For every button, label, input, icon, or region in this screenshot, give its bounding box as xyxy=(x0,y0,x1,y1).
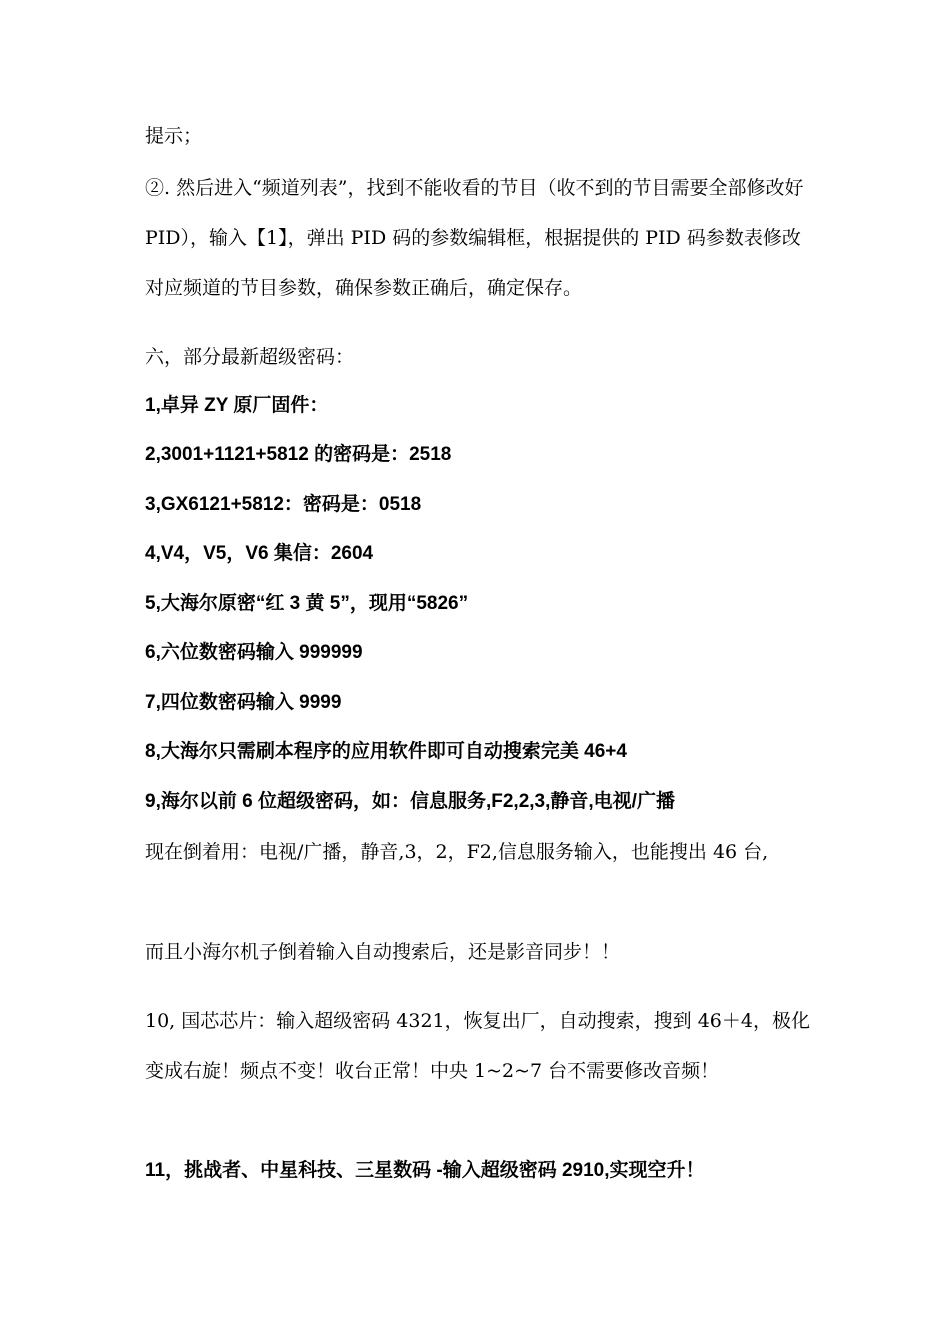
step-2-paragraph: ②. 然后进入“频道列表”，找到不能收看的节目（收不到的节目需要全部修改好 PID），输入【1】，弹出 PID 码的参数编辑框，根据提供的 PID 码参数表修改对应频道的节目参数，确保参数正确后，确定保存。 xyxy=(145,177,804,299)
list-item-7: 7,四位数密码输入 9999 xyxy=(145,692,342,713)
list-item-11: 11，挑战者、中星科技、三星数码 -输入超级密码 2910,实现空升！ xyxy=(145,1160,705,1181)
list-item-2: 2,3001+1121+5812 的密码是：2518 xyxy=(145,444,452,465)
list-item-8: 8,大海尔只需刷本程序的应用软件即可自动搜索完美 46+4 xyxy=(145,741,627,762)
list-item-1: 1,卓异 ZY 原厂固件： xyxy=(145,395,329,416)
hint-line: 提示； xyxy=(145,125,203,147)
list-item-4: 4,V4，V5，V6 集信：2604 xyxy=(145,543,374,564)
section-heading: 六，部分最新超级密码： xyxy=(145,346,355,368)
list-item-10: 10, 国芯芯片：输入超级密码 4321，恢复出厂，自动搜索，搜到 46＋4，极化变成右旋！频点不变！收台正常！中央 1~2~7 台不需要修改音频！ xyxy=(145,1010,810,1082)
list-item-5: 5,大海尔原密“红 3 黄 5”，现用“5826” xyxy=(145,593,469,614)
list-item-9-continued: 现在倒着用：电视/广播，静音,3，2，F2,信息服务输入，也能搜出 46 台, xyxy=(145,841,769,863)
list-item-6: 6,六位数密码输入 999999 xyxy=(145,642,363,663)
list-item-3: 3,GX6121+5812：密码是：0518 xyxy=(145,494,422,515)
list-item-9-note: 而且小海尔机子倒着输入自动搜索后，还是影音同步！！ xyxy=(145,941,621,963)
list-item-9: 9,海尔以前 6 位超级密码，如：信息服务,F2,2,3,静音,电视/广播 xyxy=(145,791,675,812)
